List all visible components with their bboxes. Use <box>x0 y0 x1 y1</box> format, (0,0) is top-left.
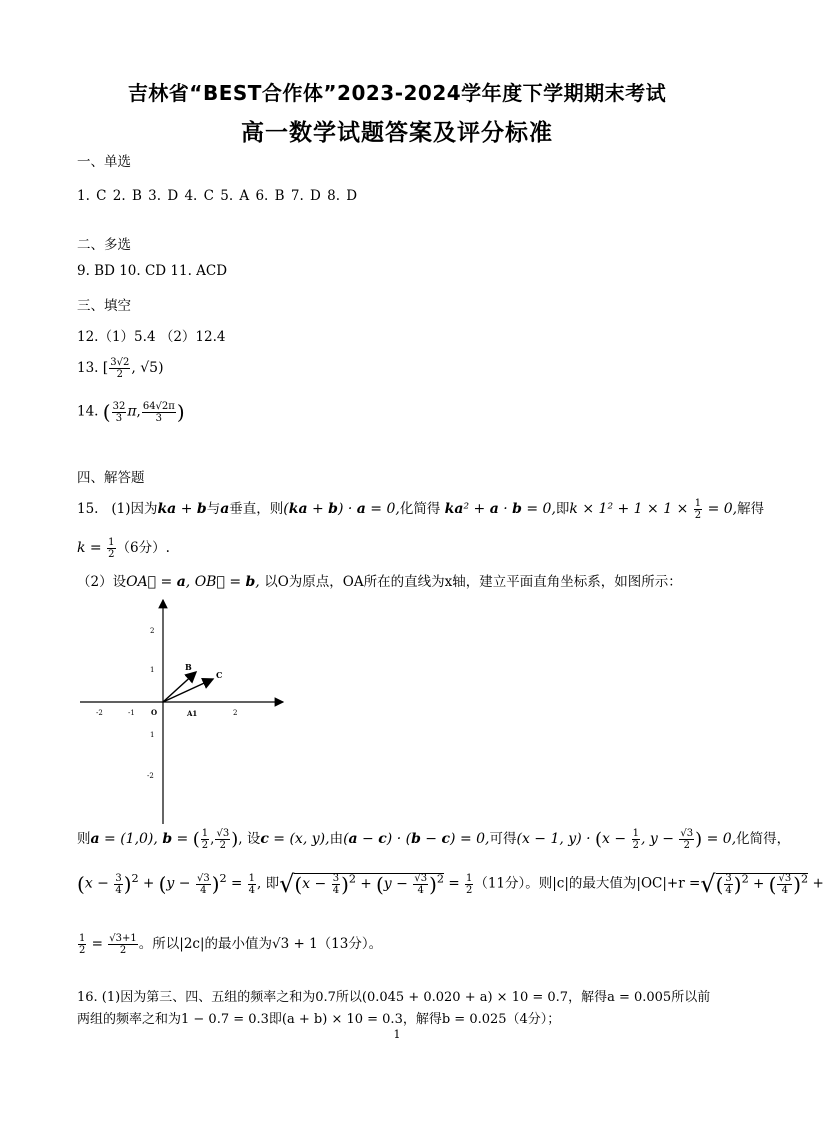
section-fill-blank: 三、填空 <box>77 298 131 314</box>
q16-line-2: 两组的频率之和为1 − 0.7 = 0.3即(a + b) × 10 = 0.3，解得b = 0.025（4分）； <box>77 1012 561 1027</box>
x-tick: 2 <box>233 709 238 717</box>
section-solutions: 四、解答题 <box>77 470 145 486</box>
x-tick: A1 <box>187 709 198 718</box>
title-line-2: 高一数学试题答案及评分标准 <box>241 120 553 146</box>
y-tick: 2 <box>150 627 155 635</box>
label-point-c: C <box>216 670 223 680</box>
q13-answer: 13. [ $\frac{3√2}{2}$ , √5) <box>77 357 164 380</box>
q15-part2-then: 则a = (1,0), b = ( $\frac{1}{2}$ , $\frac{√3}{2}$ ), 设c = (x, y),由(a − c) · (b − c) = 0,可得(x − 1, y) · (x − $\frac{1}{2}$ , y − $\frac{√3}{2}$ ) = 0,化简得， <box>77 828 791 851</box>
x-tick: -1 <box>128 709 135 717</box>
vector-c <box>163 679 213 702</box>
q14-prefix: 14. <box>77 403 99 420</box>
coordinate-figure <box>75 592 290 832</box>
vector-b <box>163 672 196 702</box>
page-number: 1 <box>393 1028 401 1041</box>
q15-circle-equation: (x − $\frac{3}{4}$ )$^2$ + (y − $\frac{√3}{4}$ )$^2$ = $\frac{1}{4}$ , 即√(x − $\frac{3}{4}$ )$^2$ + (y − $\frac{√3}{4}$ )$^2$ = $\frac{1}{2}$ （11分）。则|c|的最大值为|OC|+r =√( $\frac{3}{4}$ )$^2$ + ( $\frac{√3}{4}$ )$^2$ + <box>77 870 824 898</box>
q15-part1-result: k = $\frac{1}{2}$ （6分）. <box>77 537 170 560</box>
q13-prefix: 13. <box>77 360 99 376</box>
single-answers: 1. C 2. B 3. D 4. C 5. A 6. B 7. D 8. D <box>77 188 358 204</box>
y-tick: 1 <box>150 731 155 739</box>
y-tick: -2 <box>147 772 154 780</box>
title-line-1: 吉林省“BEST合作体”2023-2024学年度下学期期末考试 <box>127 81 667 105</box>
section-single-choice: 一、单选 <box>77 154 131 170</box>
q12-answer: 12.（1）5.4 （2）12.4 <box>77 329 226 345</box>
q16-line-1: 16. (1)因为第三、四、五组的频率之和为0.7所以(0.045 + 0.020 + a) × 10 = 0.7，解得a = 0.005所以前 <box>77 990 711 1005</box>
y-tick: 1 <box>150 666 155 674</box>
q15-part2: （2）设OA⃗ = a, OB⃗ = b, 以O为原点，OA所在的直线为x轴，建立平面直角坐标系，如图所示： <box>77 574 682 590</box>
label-point-b: B <box>185 662 192 672</box>
section-multi-choice: 二、多选 <box>77 237 131 253</box>
q15-final: $\frac{1}{2}$ = $\frac{√3+1}{2}$ 。所以|2c|的最小值为√3 + 1（13分）。 <box>79 933 383 956</box>
multi-answers: 9. BD 10. CD 11. ACD <box>77 263 228 279</box>
q14-answer: 14. ( $\frac{32}{3}$ π, $\frac{64√2\pi}{3}$ ) <box>77 400 185 424</box>
origin-label: O <box>151 708 158 717</box>
q15-part1: 15. (1)因为ka + b与a垂直，则(ka + b) · a = 0,化简得 ka² + a · b = 0,即k × 1² + 1 × 1 × $\frac{1}{2}$ = 0,解得 <box>77 498 765 521</box>
x-tick: -2 <box>96 709 103 717</box>
